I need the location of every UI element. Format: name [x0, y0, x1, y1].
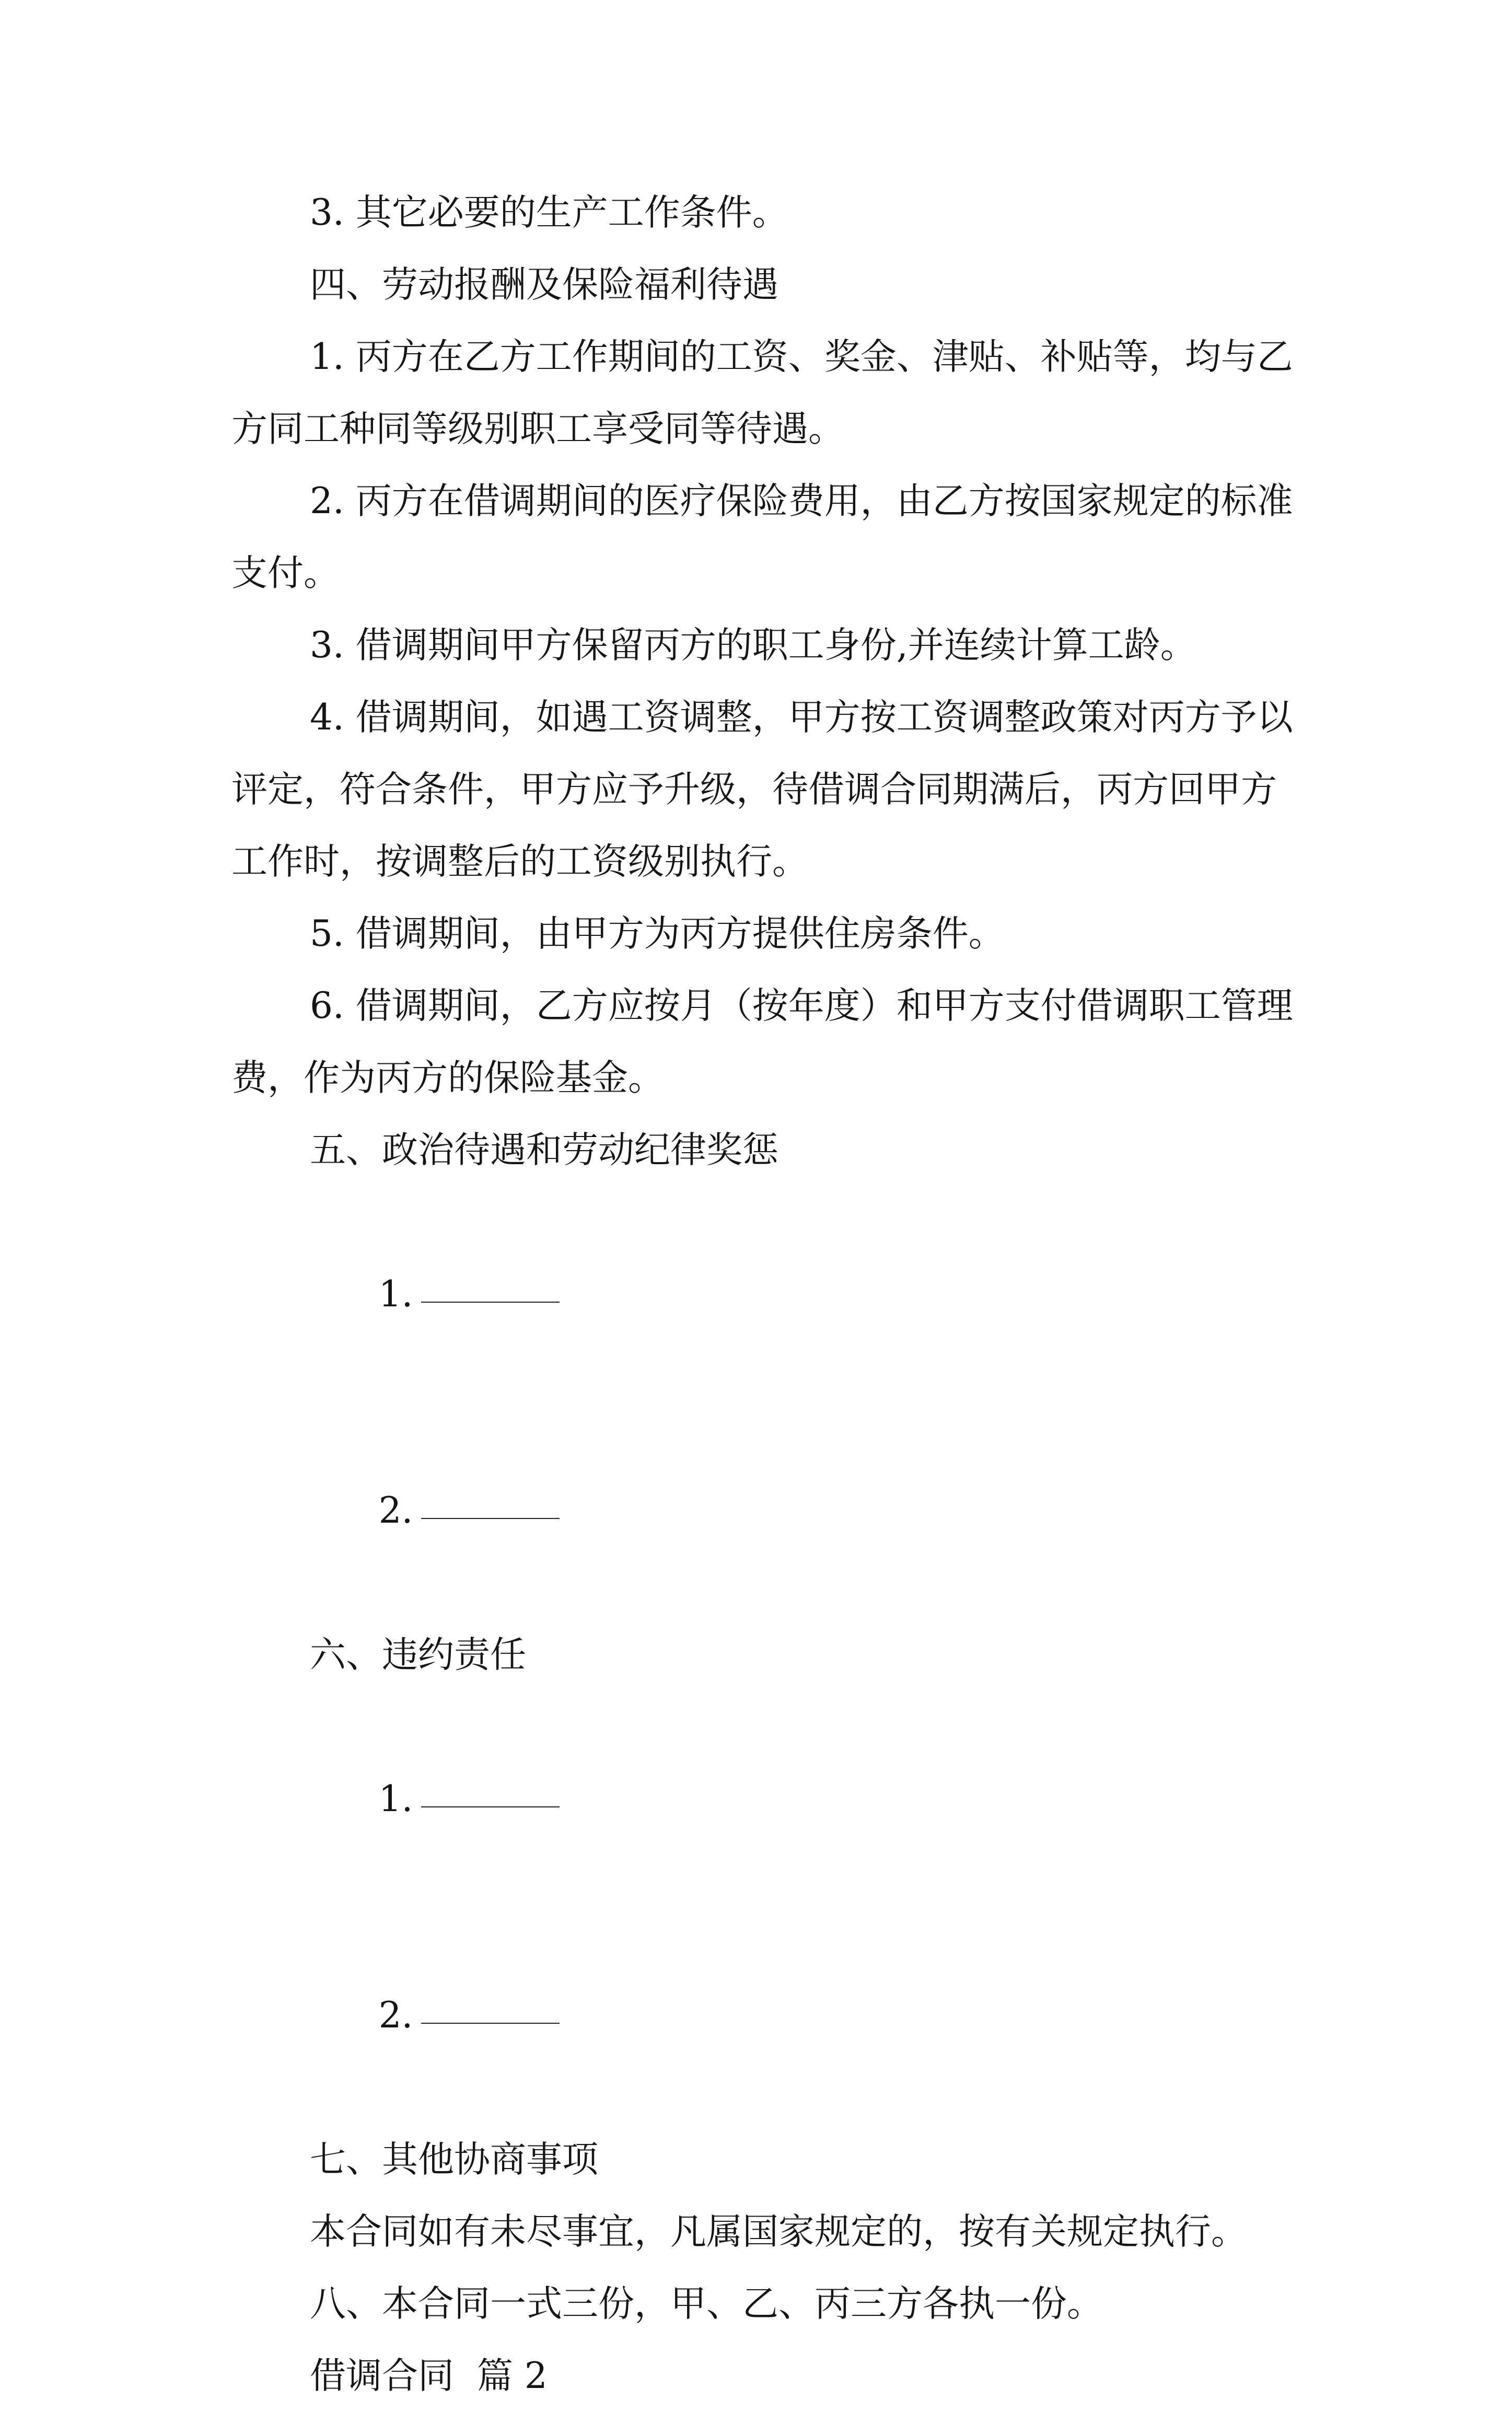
section-heading-copies: 八、本合同一式三份，甲、乙、丙三方各执一份。	[310, 2283, 1103, 2325]
paragraph-3-other-conditions: 3. 其它必要的生产工作条件。	[310, 192, 788, 234]
blank-line	[421, 2023, 560, 2024]
section-heading-political-treatment: 五、政治待遇和劳动纪律奖惩	[310, 1129, 778, 1171]
document-text	[231, 177, 1308, 2412]
blank-item-2-political	[231, 1402, 1308, 1619]
blank-item-number: 1.	[378, 1778, 413, 1820]
blank-line	[421, 1806, 560, 1807]
paragraph-3-status: 3. 借调期间甲方保留丙方的职工身份,并连续计算工龄。	[310, 624, 1196, 666]
paragraph-5-housing: 5. 借调期间，由甲方为丙方提供住房条件。	[310, 913, 1005, 955]
blank-line	[421, 1518, 560, 1519]
paragraph-unspecified-matters: 本合同如有未尽事宜，凡属国家规定的，按有关规定执行。	[310, 2211, 1247, 2253]
blank-item-number: 2.	[378, 1994, 413, 2036]
blank-item-1-breach	[231, 1691, 1308, 1907]
blank-line	[421, 1302, 560, 1303]
blank-item-2-breach	[231, 1907, 1308, 2124]
paragraph-1-compensation: 1. 丙方在乙方工作期间的工资、奖金、津贴、补贴等，均与乙方同工种同等级别职工享受同等待遇。	[231, 336, 1293, 450]
section-heading-other-matters: 七、其他协商事项	[310, 2139, 598, 2181]
paragraph-6-management-fee: 6. 借调期间，乙方应按月（按年度）和甲方支付借调职工管理费，作为丙方的保险基金。	[231, 985, 1293, 1099]
paragraph-4-wage-adjustment: 4. 借调期间，如遇工资调整，甲方按工资调整政策对丙方予以评定，符合条件，甲方应予升级，待借调合同期满后，丙方回甲方工作时，按调整后的工资级别执行。	[231, 697, 1293, 883]
blank-item-1-political	[231, 1186, 1308, 1402]
blank-item-number: 2.	[378, 1490, 413, 1532]
section-heading-compensation: 四、劳动报酬及保险福利待遇	[310, 264, 778, 306]
paragraph-2-insurance: 2. 丙方在借调期间的医疗保险费用，由乙方按国家规定的标准支付。	[231, 480, 1293, 594]
contract-title-part-2: 借调合同 篇 2	[310, 2355, 548, 2397]
blank-item-number: 1.	[378, 1273, 413, 1315]
section-heading-breach: 六、违约责任	[310, 1634, 526, 1676]
